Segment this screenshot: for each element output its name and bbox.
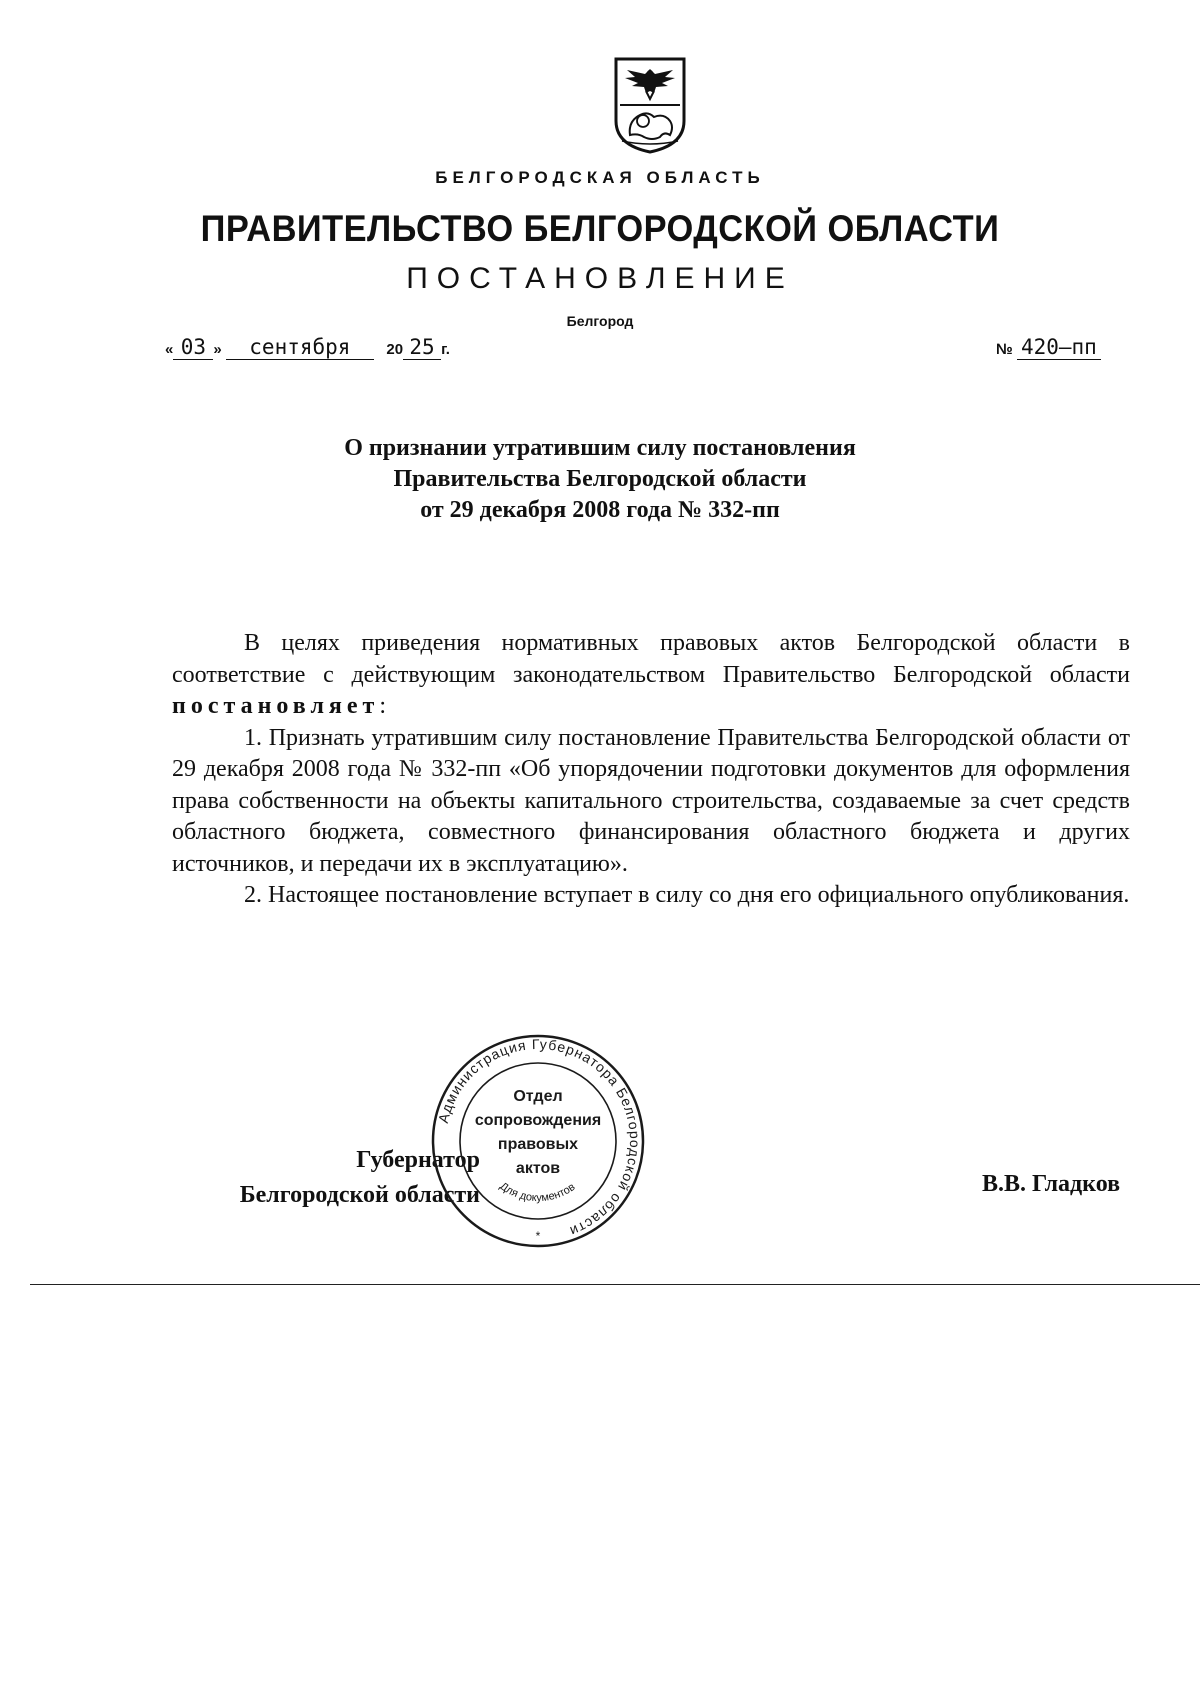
- city-label: Белгород: [566, 313, 634, 329]
- intro-keyword: постановляет: [172, 693, 380, 719]
- item-2-paragraph: 2. Настоящее постановление вступает в силу со дня его официального опубликования.: [244, 882, 1130, 908]
- number-field: [1017, 335, 1101, 360]
- bottom-divider: [30, 1284, 1200, 1285]
- official-stamp-seal: [430, 1033, 646, 1249]
- date-open-quote: «: [165, 341, 174, 358]
- title-line: от 29 декабря 2008 года № 332-пп: [420, 497, 780, 523]
- date-year: 25: [409, 335, 435, 359]
- date-month: сентября: [249, 335, 351, 359]
- signatory-name: В.В. Гладков: [982, 1171, 1121, 1197]
- stamp-center-line: правовых: [497, 1136, 579, 1153]
- document-body: [172, 628, 1130, 912]
- stamp-center-line: сопровождения: [474, 1112, 602, 1129]
- stamp-inner-text: Для документов: [497, 1180, 578, 1205]
- intro-text: В целях приведения нормативных правовых актов Белгородской области в соответствие с действующим законодательством Правительство Белгородской области: [172, 630, 1130, 688]
- date-day-field: [173, 335, 213, 360]
- government-heading: ПРАВИТЕЛЬСТВО БЕЛГОРОДСКОЙ ОБЛАСТИ: [200, 208, 1000, 249]
- stamp-center-line: Отдел: [513, 1088, 563, 1105]
- number-value: 420–пп: [1020, 335, 1097, 359]
- svg-text:Для документов: [497, 1180, 577, 1204]
- date-day: 03: [180, 335, 206, 359]
- intro-paragraph: [172, 628, 1130, 723]
- stamp-center-line: актов: [515, 1160, 561, 1177]
- document-number: [996, 335, 1101, 360]
- stamp-outer-text: Администрация Губернатора Белгородской области: [434, 1035, 644, 1241]
- document-title: [0, 433, 1200, 526]
- region-heading: БЕЛГОРОДСКАЯ ОБЛАСТЬ: [435, 168, 765, 187]
- title-line: О признании утратившим силу постановления: [344, 435, 856, 461]
- position-line: Губернатор: [356, 1147, 480, 1173]
- date-year-suffix: г.: [441, 341, 450, 358]
- date-close-quote: »: [213, 341, 222, 358]
- document-date: [165, 335, 450, 360]
- item-1-paragraph: 1. Признать утратившим силу постановление Правительства Белгородской области от 29 декабря 2008 года № 332-пп «Об упорядочении подготовки документов для оформления права собственности на объекты капитального строительства, создаваемые за счет средств областного бюджета, совместного финансирования областного бюджета и других источников, и передачи их в эксплуатацию».: [172, 724, 1130, 877]
- document-type-heading: ПОСТАНОВЛЕНИЕ: [406, 262, 794, 295]
- number-label: №: [996, 341, 1013, 358]
- date-century: 20: [386, 341, 404, 358]
- intro-end: :: [379, 693, 386, 719]
- stamp-star: *: [535, 1229, 541, 1243]
- date-year-field: [403, 335, 441, 360]
- date-month-field: [226, 335, 374, 360]
- title-line: Правительства Белгородской области: [393, 466, 807, 492]
- coat-of-arms-icon: [610, 55, 690, 155]
- position-line: Белгородской области: [239, 1182, 480, 1208]
